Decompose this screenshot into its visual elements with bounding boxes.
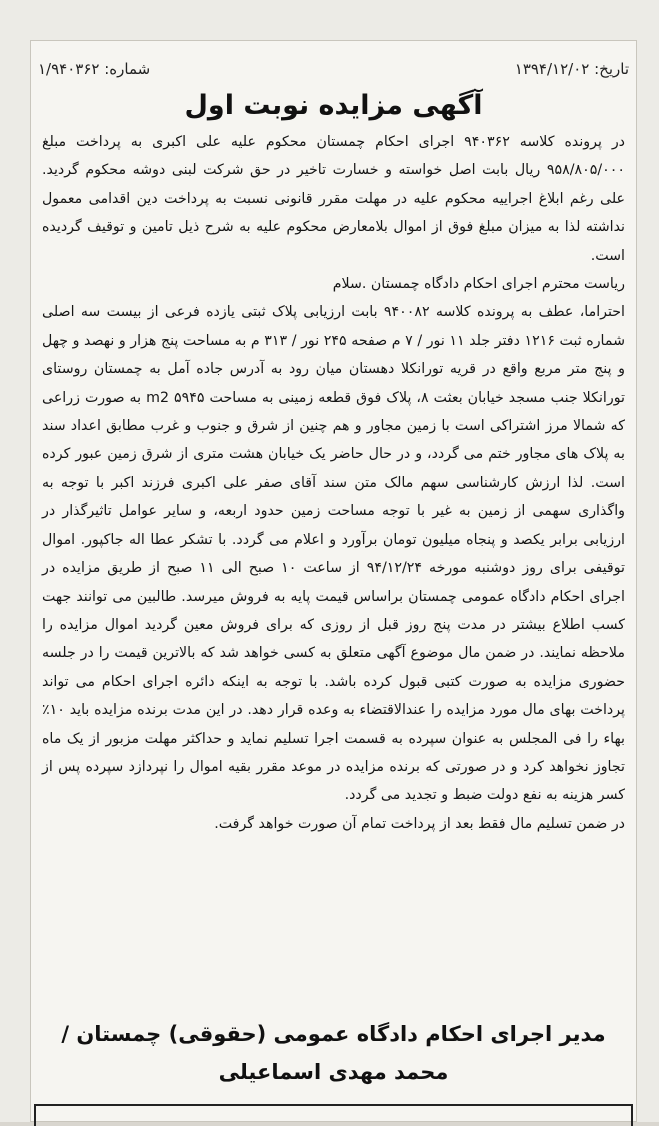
signature-title: مدیر اجرای احکام دادگاه عمومی (حقوقی) چمستان / [61, 1022, 606, 1046]
paragraph-salutation: ریاست محترم اجرای احکام دادگاه چمستان .سلام [332, 276, 625, 293]
next-notice-border [34, 1104, 633, 1126]
notice-title: آگهی مزایده نوبت اول [184, 90, 483, 121]
paragraph-delivery: در ضمن تسلیم مال فقط بعد از پرداخت تمام آن صورت خواهد گرفت. [214, 815, 625, 832]
notice-body [42, 128, 625, 838]
paragraph-appraisal: احتراما، عطف به پرونده کلاسه ۹۴۰۰۸۲ بابت ارزیابی پلاک ثبتی یازده فرعی از بیست سه اصلی شماره ثبت ۱۲۱۶ دفتر جلد ۱۱ نور / ۷ م صفحه ۲۴۵ نور / ۳۱۳ م به مساحت پنج هزار و نهصد و چهل و پنج متر مربع واقع در قریه تورانکلا دهستان میان رود به آدرس جاده آمل به چمستان روستای تورانکلا جنب مسجد خیابان بعثت ۸، پلاک فوق قطعه زمینی به مساحت ۵۹۴۵ m2 به صورت زراعی که شمالا مرز اشتراکی است با زمین مجاور و هم چنین از شرق و جنوب و غرب مطابق اعداد سند به پلاک های مجاور ختم می گردد، و در حال حاضر یک خیابان هشت متری از شرق زمین عبور کرده است. لذا ارزش کارشناسی سهم مالک متن سند آقای صفر علی اکبری فرزند اکبر با توجه به واگذاری سهمی از زمین به غیر با توجه مساحت زمین حدود اربعه، و سایر عوامل تاثیرگذار در ارزیابی برابر یکصد و پنجاه میلیون تومان برآورد و اعلام می گردد. با تشکر عطا اله جاکپور. اموال توقیفی برای روز دوشنبه مورخه ۹۴/۱۲/۲۴ از ساعت ۱۰ صبح الی ۱۱ صبح از طریق مزایده در اجرای احکام دادگاه عمومی چمستان براساس قیمت پایه به فروش میرسد. طالبین می توانند جهت کسب اطلاع بیشتر در مدت پنج روز قبل از روزی که برای فروش معین گردید اموال مزایده را ملاحظه نمایند. در ضمن مال موضوع آگهی متعلق به کسی خواهد شد که بالاترین قیمت را در جلسه حضوری مزایده به صورت کتبی قبول کرده باشد. با توجه به اینکه دائره اجرای احکام می تواند پرداخت بهای مال مورد مزایده را عندالاقتضاء به وعده قرار دهد. در این مدت برنده مزایده باید ۱۰٪ بهاء را فی المجلس به عنوان سپرده به قسمت اجرا تسلیم نماید و حداکثر مهلت مزبور از یک ماه تجاوز نخواهد کرد و در صورتی که برنده مزایده در موعد مقرر بقیه اموال را نپردازد سپرده پس از کسر هزینه به نفع دولت ضبط و تجدید می گردد. [42, 304, 625, 804]
notice-paper [30, 40, 637, 1122]
notice-date: تاریخ: ۱۳۹۴/۱۲/۰۲ [514, 60, 629, 78]
header-line [38, 60, 629, 86]
notice-number: شماره: ۱/۹۴۰۳۶۲ [38, 60, 151, 78]
signature-name: محمد مهدی اسماعیلی [218, 1060, 449, 1084]
paragraph-case: در پرونده کلاسه ۹۴۰۳۶۲ اجرای احکام چمستان محکوم علیه علی اکبری به پرداخت مبلغ ۹۵۸/۸۰۵/۰۰۰ ریال بابت اصل خواسته و خسارت تاخیر در حق شرکت لبنی دوشه محکوم گردید. علی رغم ابلاغ اجراییه محکوم علیه در مهلت مقرر قانونی نسبت به پرداخت دین اقدامی معمول نداشته لذا به میزان مبلغ فوق از اموال بلامعارض محکوم علیه به شرح ذیل تامین و توقیف گردیده است. [42, 134, 625, 264]
